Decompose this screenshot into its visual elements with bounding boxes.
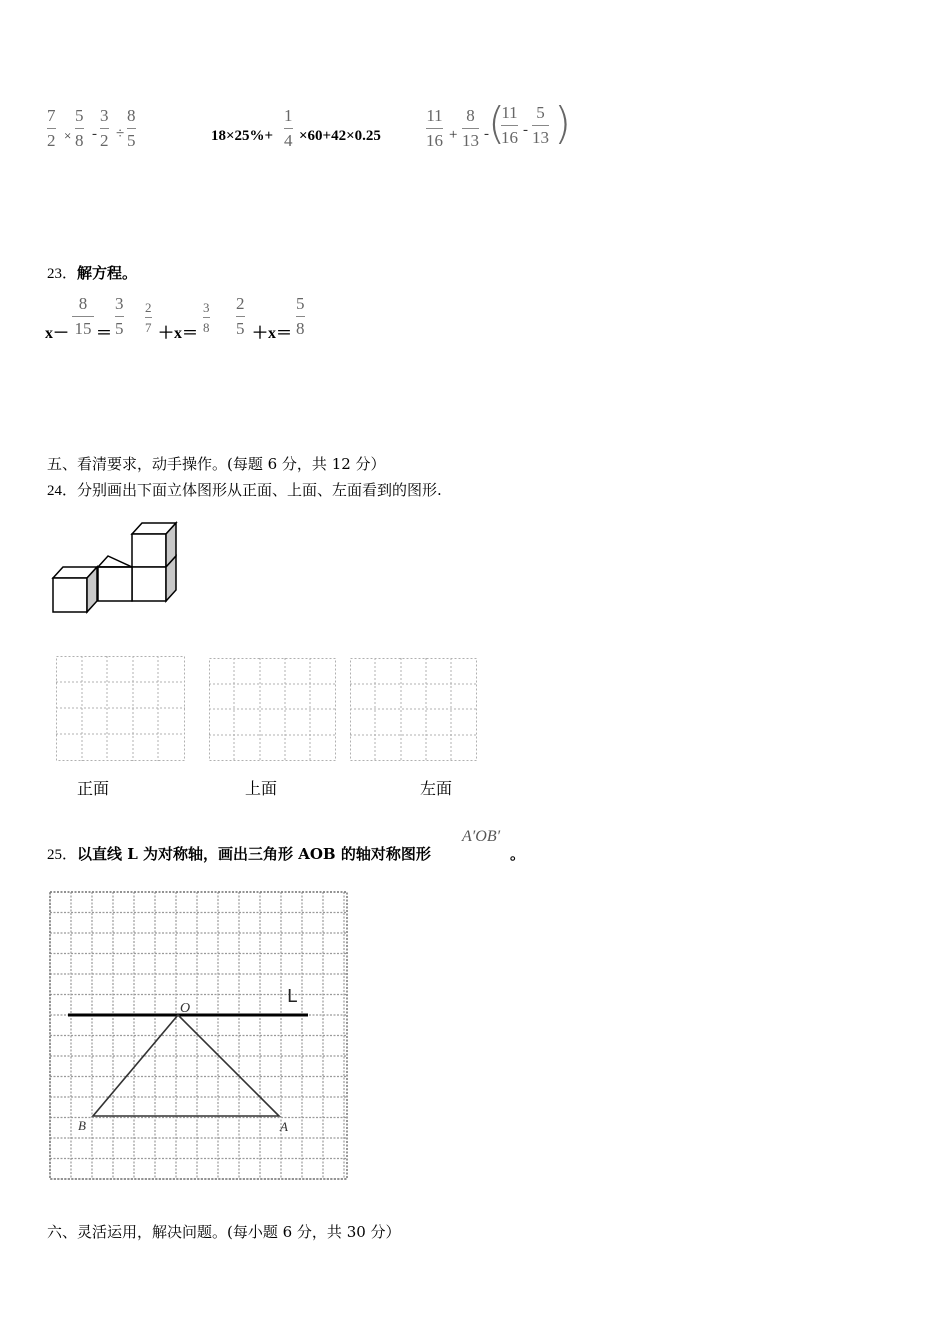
section-5-title: 五、看清要求，动手操作。(每题 6 分，共 12 分）	[47, 455, 386, 473]
question-number: 23．	[47, 266, 78, 282]
question-number: 24．	[47, 483, 78, 499]
operator: ÷	[116, 126, 125, 142]
line-label: L	[287, 986, 298, 1007]
equals-sign: ＝	[96, 325, 113, 342]
question-number: 25．	[47, 847, 78, 863]
left-view-grid[interactable]	[350, 658, 478, 762]
question-text: 分别画出下面立体图形从正面、上面、左面看到的图形.	[77, 481, 442, 499]
right-paren: )	[554, 98, 572, 149]
equation-mid: ＋x＝	[252, 325, 293, 342]
operator: +	[449, 127, 458, 143]
symmetry-grid-diagram[interactable]	[46, 888, 352, 1184]
fraction: 5 13	[532, 103, 549, 147]
fraction: 8 15	[72, 294, 94, 339]
left-view-label: 左面	[420, 779, 453, 798]
equation-lhs: x－	[45, 325, 70, 342]
q25-heading	[47, 843, 431, 864]
operator: -	[484, 126, 489, 142]
fraction: 2 5	[236, 294, 245, 338]
front-view-grid[interactable]	[56, 656, 186, 762]
expression-suffix: ×60+42×0.25	[299, 128, 381, 144]
fraction: 8 13	[462, 106, 479, 150]
fraction: 1 4	[284, 106, 293, 150]
point-o-label: O	[180, 1001, 191, 1016]
q23-heading	[47, 262, 137, 283]
cube-solid-figure	[48, 518, 183, 616]
fraction: 7 2	[47, 106, 56, 150]
equation-mid: ＋x＝	[158, 325, 199, 342]
sentence-end: 。	[510, 845, 526, 863]
fraction: 3 2	[100, 106, 109, 150]
fraction: 2 7	[145, 300, 152, 335]
top-view-grid[interactable]	[209, 658, 337, 762]
fraction: 11 16	[501, 103, 518, 147]
q24-heading	[47, 479, 442, 500]
front-view-label: 正面	[77, 779, 110, 798]
fraction: 5 8	[75, 106, 84, 150]
fraction: 11 16	[426, 106, 443, 150]
triangle-aob	[93, 1015, 279, 1116]
operator: -	[92, 126, 97, 142]
question-text: 以直线 L 为对称轴，画出三角形 AOB 的轴对称图形	[77, 845, 431, 863]
expression-prefix: 18×25%+	[211, 128, 274, 144]
fraction: 3 8	[203, 300, 210, 335]
section-6-title: 六、灵活运用，解决问题。(每小题 6 分，共 30 分）	[47, 1223, 401, 1241]
operator: ×	[64, 128, 72, 143]
fraction: 8 5	[127, 106, 136, 150]
fraction: 5 8	[296, 294, 305, 338]
question-title: 解方程。	[77, 264, 138, 282]
top-view-label: 上面	[245, 779, 278, 798]
left-paren: (	[488, 98, 506, 149]
figure-name: A′OB′	[462, 828, 501, 845]
operator: -	[523, 122, 528, 138]
fraction: 3 5	[115, 294, 124, 338]
point-a-label: A	[280, 1119, 288, 1134]
point-b-label: B	[78, 1118, 86, 1133]
